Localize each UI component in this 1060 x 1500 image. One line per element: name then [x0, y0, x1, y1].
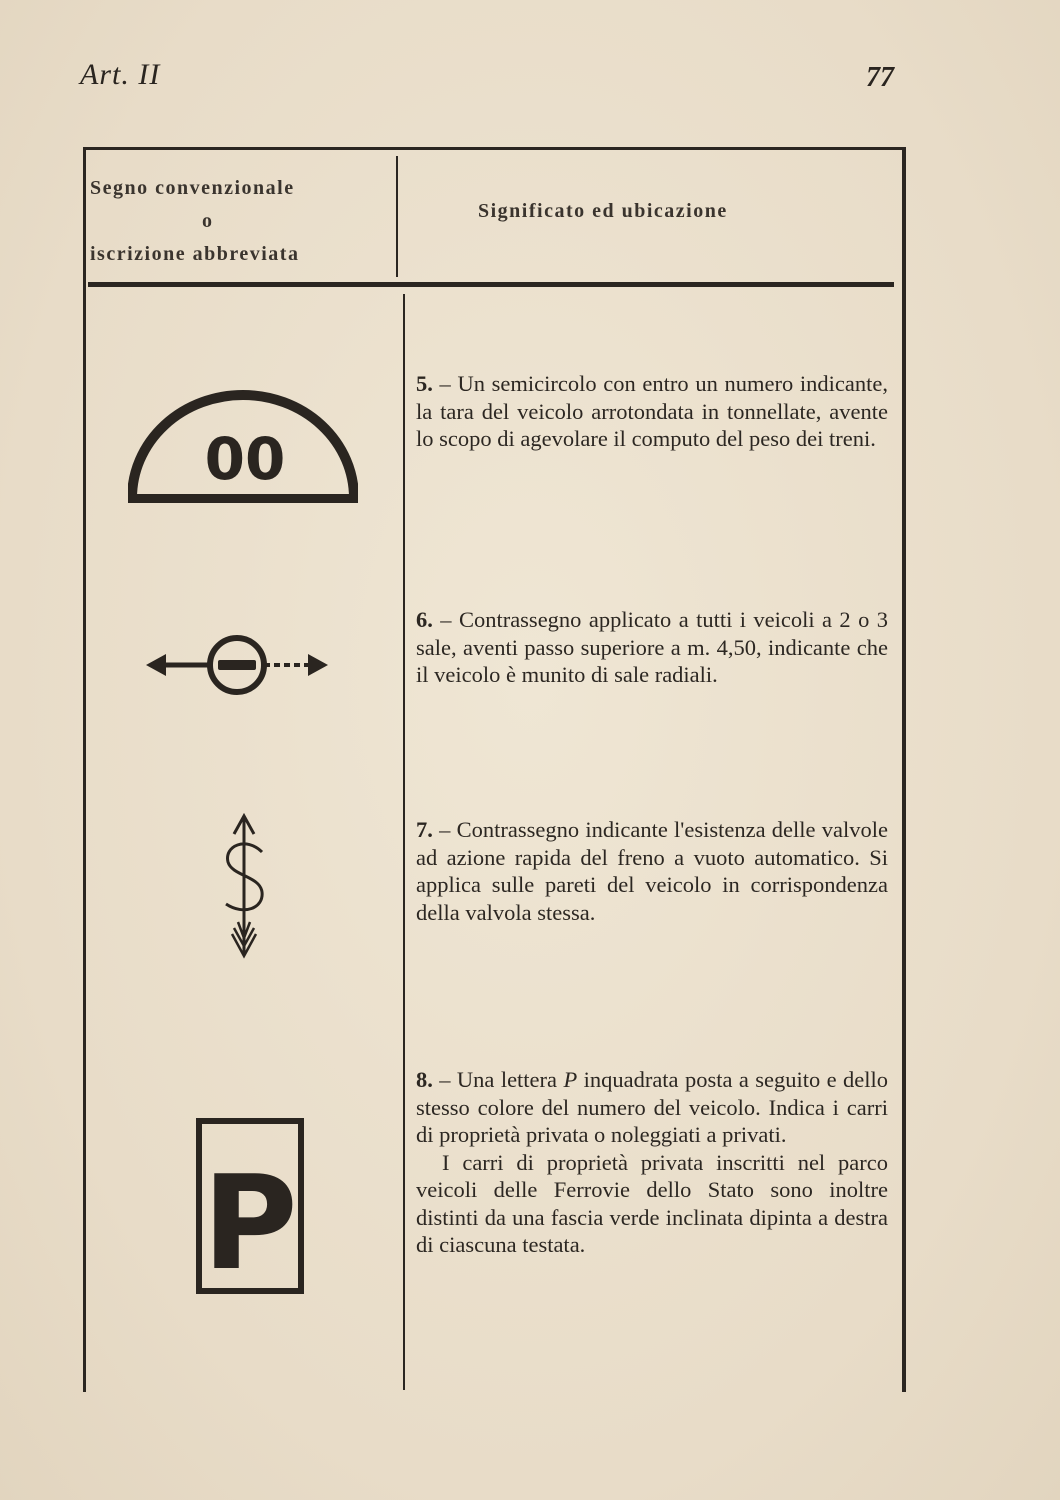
entry-text-paragraph-2: I carri di proprietà privata inscritti nel parco veicoli delle Ferrovie dello Stato sono inoltre distinti da una fascia verde inclinata dipinta a destra di ciascuna testata.: [416, 1149, 888, 1257]
entry-5-description: [416, 370, 888, 453]
header-column-divider: [396, 156, 398, 277]
private-wagon-symbol: [196, 1118, 304, 1294]
entry-7-description: [416, 816, 888, 926]
entry-text: – Contrassegno indicante l'esistenza delle valvole ad azione rapida del freno a vuoto automatico. Si applica sulle pareti del veicolo in corrispondenza della valvola stessa.: [416, 817, 889, 925]
entry-6-description: [416, 606, 888, 689]
rapid-valve-symbol: [216, 810, 272, 960]
entry-text-italic: P: [563, 1067, 578, 1092]
column-header-line: Segno convenzionale: [90, 177, 295, 199]
entry-text: inquadrata posta a seguito e dello stesso colore del numero del veicolo. Indica i carri di proprietà privata o noleggiati a privati.: [416, 1067, 889, 1147]
column-header-line: o: [202, 210, 214, 232]
entry-text: – Contrassegno applicato a tutti i veicoli a 2 o 3 sale, aventi passo superiore a m. 4,50, indicante che il veicolo è munito di sale radiali.: [416, 607, 888, 687]
entry-number: 5.: [416, 371, 433, 396]
tare-number-text: 00: [204, 425, 286, 493]
header-separator-rule: [88, 282, 894, 287]
column-header-meaning: Significato ed ubicazione: [478, 200, 728, 222]
radial-axles-symbol: [142, 630, 332, 702]
entry-number: 6.: [416, 607, 433, 632]
column-header-symbol: [90, 172, 396, 271]
column-header-line: iscrizione abbreviata: [90, 243, 300, 265]
table-border-right: [902, 147, 906, 1392]
table-border-left: [83, 147, 86, 1392]
entry-text: – Una lettera: [439, 1067, 564, 1092]
table-border-top: [83, 147, 905, 150]
private-letter-text: P: [202, 1147, 298, 1294]
entry-number: 7.: [416, 817, 433, 842]
entry-8-description: [416, 1066, 888, 1259]
body-column-divider: [403, 294, 405, 1390]
entry-number: 8.: [416, 1067, 433, 1092]
running-head-article: Art. II: [80, 58, 161, 91]
page-number: 77: [866, 62, 894, 93]
entry-text: – Un semicircolo con entro un numero indicante, la tara del veicolo arrotondata in tonnellate, avente lo scopo di agevolare il computo del peso dei treni.: [416, 371, 888, 451]
semicircle-tare-symbol: [128, 388, 358, 506]
